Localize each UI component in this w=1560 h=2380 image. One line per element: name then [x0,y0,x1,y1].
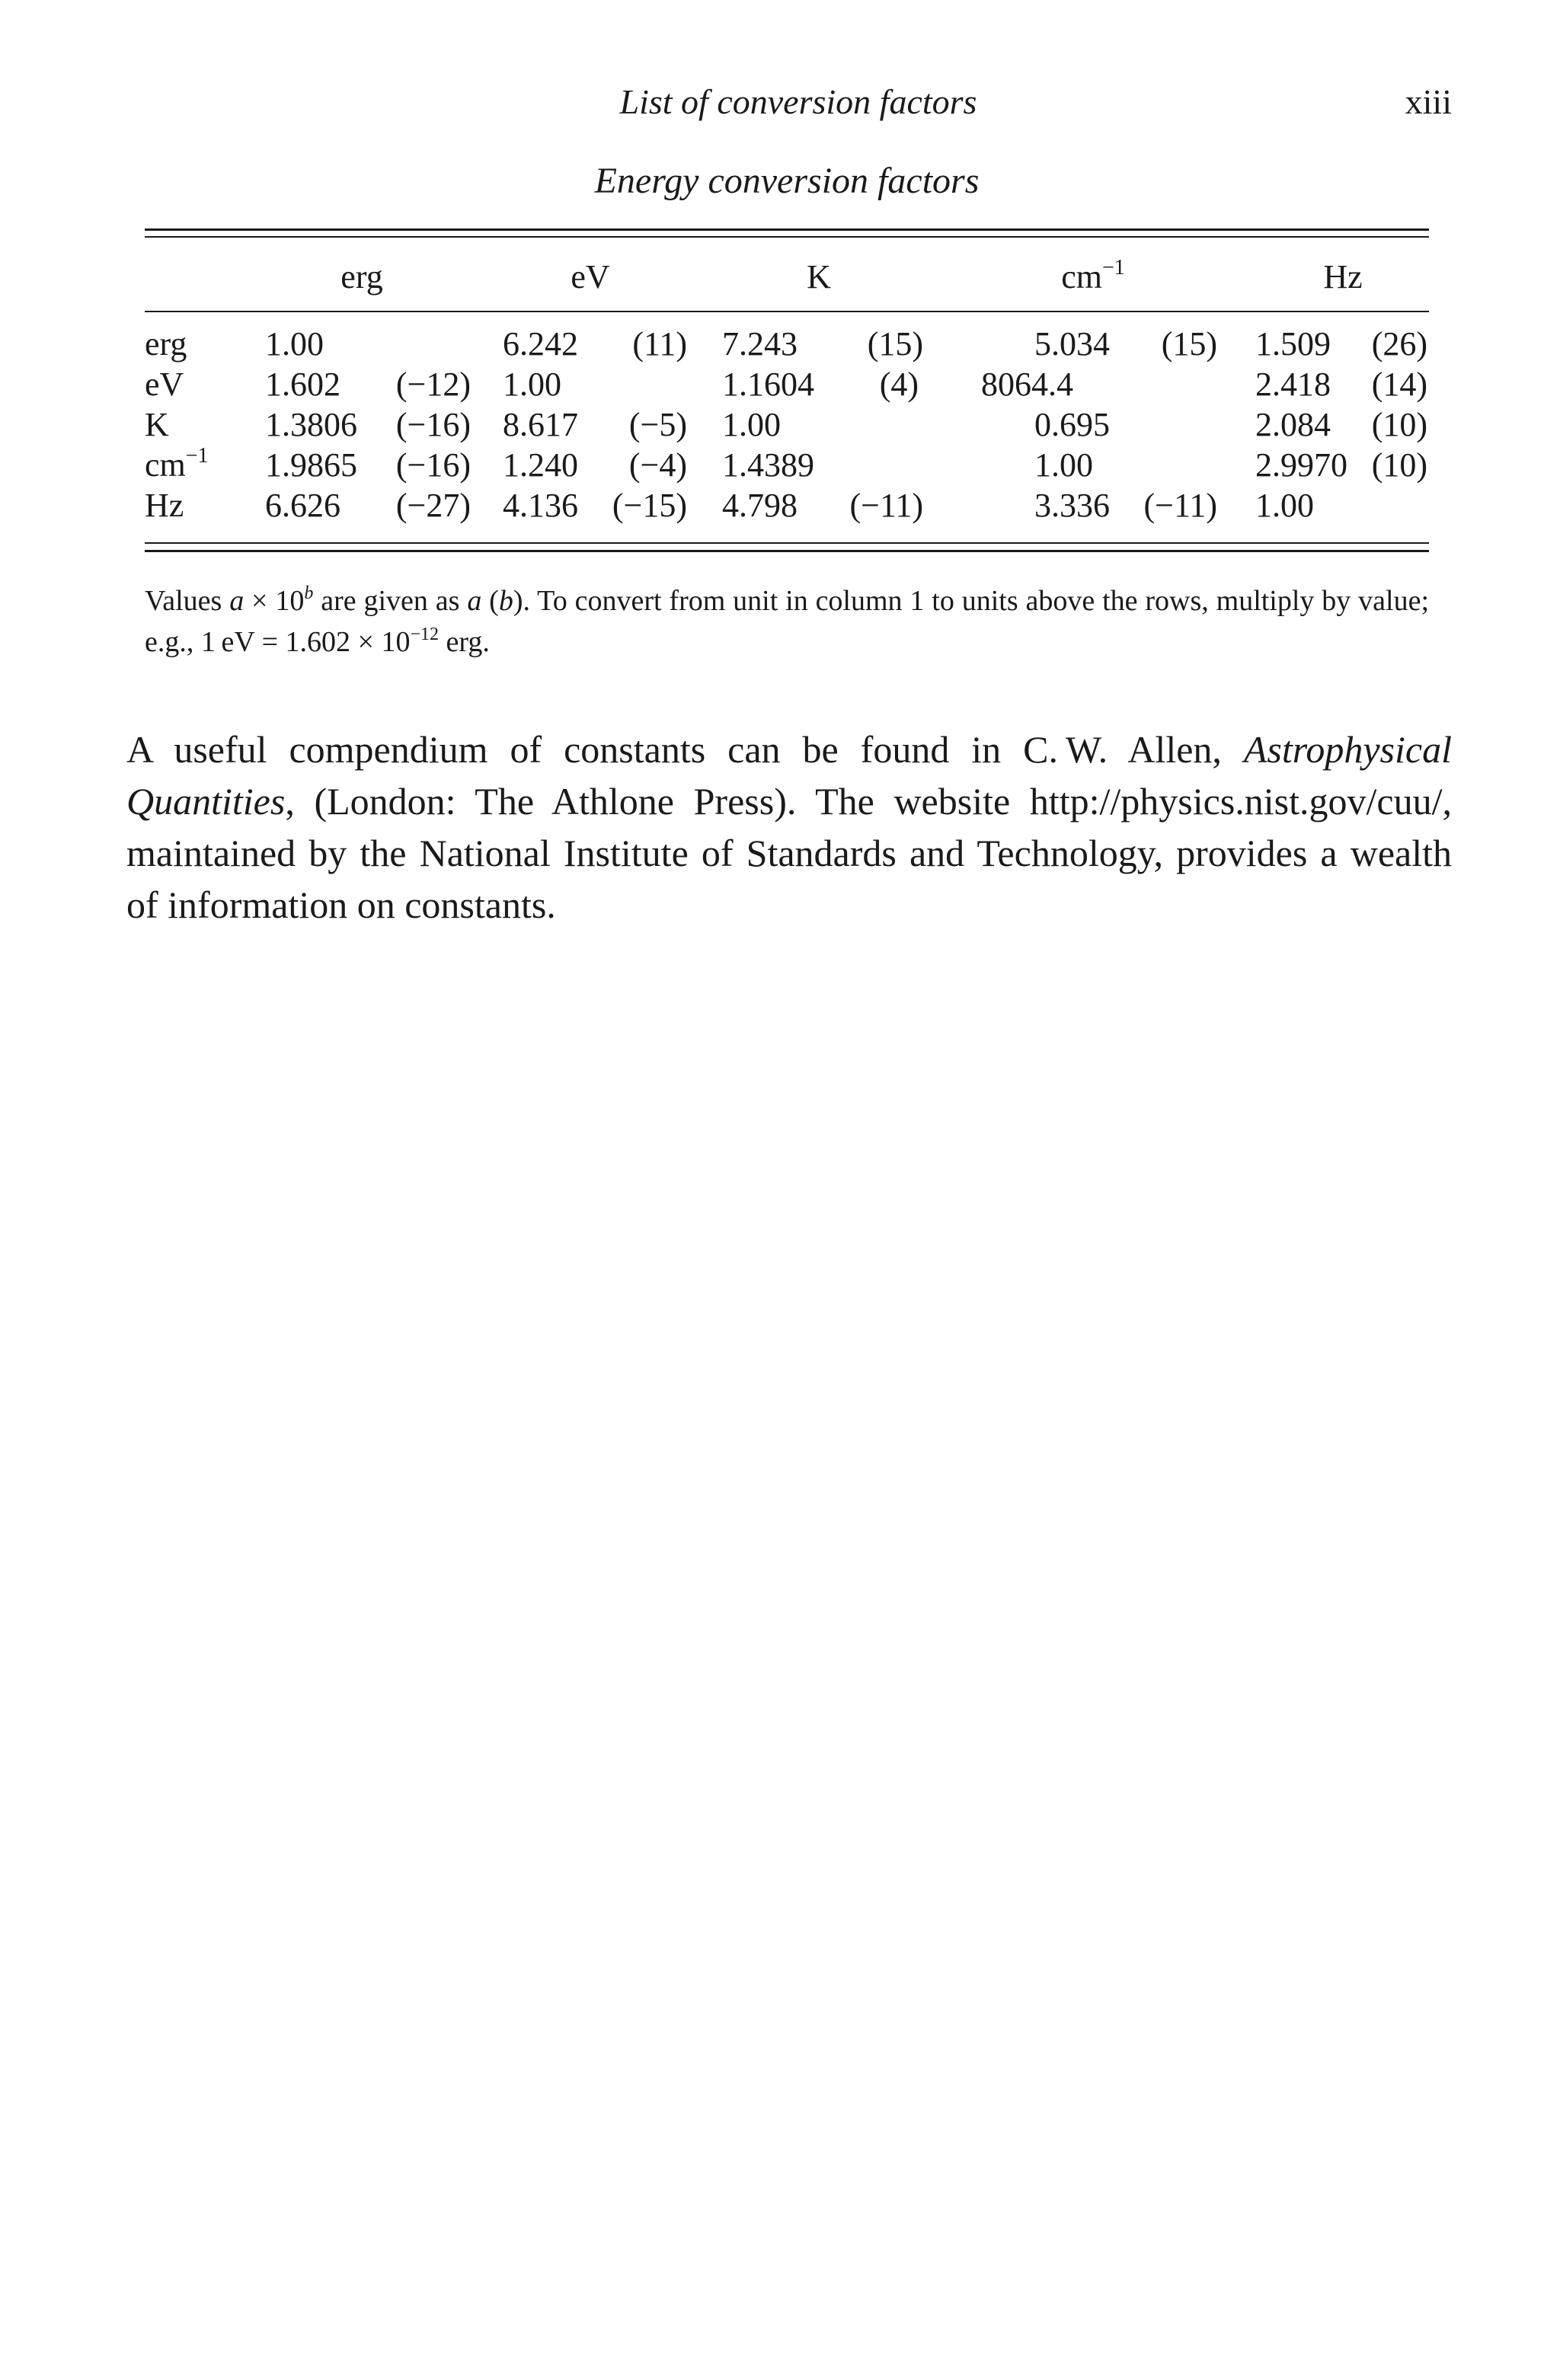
table-cell-mantissa: 1.00 [722,406,781,443]
table-cell-exponent: (−27) [395,487,471,524]
table-top-rule-inner [145,236,1429,238]
row-label-k: K [145,406,169,443]
table-cell-mantissa: 1.240 [503,446,578,484]
table-bottom-rule [145,550,1429,552]
table-cell-mantissa: 5.034 [1034,325,1110,363]
col-header-hz: Hz [1323,258,1363,296]
table-cell-mantissa: 2.084 [1255,406,1331,443]
table-cell-exponent: (−16) [395,406,471,443]
body-paragraph: A useful compendium of constants can be found in C. W. Allen, Astrophysical Quantities, (London: The Athlone Press). The website http://physics.nist.gov/cuu/, maintained by the National Institute of Standards and Technology, provides a wealth of information on constants. [126,728,1452,926]
table-cell-mantissa: 1.4389 [722,446,814,484]
table-cell-mantissa: 1.00 [1255,487,1314,524]
table-cell-exponent: (11) [632,325,687,363]
table-header-rule [145,311,1429,312]
conversion-table [145,228,1429,556]
table-cell-exponent: (−11) [849,487,923,524]
table-cell-mantissa: 1.00 [503,366,561,403]
table-cell-exponent: (−12) [395,366,471,403]
col-header-erg: erg [340,258,383,296]
table-cell-mantissa: 6.626 [265,487,340,524]
table-cell-mantissa: 2.9970 [1255,446,1347,484]
table-cell-mantissa: 6.242 [503,325,578,363]
table-bottom-rule-inner [145,542,1429,544]
row-label-ev: eV [145,366,184,403]
col-header-cm: $cm^{-1}$ [1061,256,1125,296]
table-cell-mantissa: 1.00 [1034,446,1093,484]
row-label-hz: Hz [145,487,184,524]
table-cell-mantissa: 4.136 [503,487,578,524]
table-cell-exponent: (−11) [1143,487,1217,524]
row-label-erg: erg [145,325,187,363]
table-cell-mantissa: 3.336 [1034,487,1110,524]
table-cell-exponent: (4) [879,366,919,403]
row-label-cm-exponent: −1 [185,444,209,468]
table-title: Energy conversion factors [594,161,980,201]
table-cell-mantissa: 1.509 [1255,325,1331,363]
page-number: xiii [1405,82,1452,121]
col-header-ev: eV [571,258,610,296]
table-cell-exponent: (10) [1371,446,1427,484]
table-cell-mantissa: 8.617 [503,406,578,443]
table-cell-exponent: (26) [1371,325,1427,363]
table-cell-mantissa: 1.1604 [722,366,814,403]
col-header-cm-exponent: −1 [1101,256,1125,280]
book-title: Astrophysical Quantities [126,728,1452,823]
table-cell-mantissa: 8064.4 [981,366,1073,403]
table-cell-mantissa: 2.418 [1255,366,1331,403]
table-cell-mantissa: 1.9865 [265,446,357,484]
table-cell-mantissa: 0.695 [1034,406,1110,443]
table-cell-exponent: (15) [1161,325,1217,363]
table-cell-exponent: (−16) [395,446,471,484]
table-cell-exponent: (−5) [628,406,687,443]
table-cell-mantissa: 1.00 [265,325,324,363]
table-cell-mantissa: 1.602 [265,366,340,403]
table-cell-mantissa: 1.3806 [265,406,357,443]
row-label-cm: $cm^{-1}$ [145,444,209,484]
col-header-k: K [807,258,831,296]
table-cell-mantissa: 7.243 [722,325,798,363]
table-cell-exponent: (−4) [628,446,687,484]
table-top-rule [145,228,1429,231]
table-cell-exponent: (14) [1371,366,1427,403]
table-cell-exponent: (15) [867,325,923,363]
running-head [145,79,1452,125]
running-title: List of conversion factors [619,82,977,121]
table-cell-mantissa: 4.798 [722,487,798,524]
table-footnote: Values $a \times 10^b$ are given as a (b). To convert from unit in column 1 to units above the rows, multiply by value; e.g., 1 eV = $1.602 \times 10^{-12}$ erg. [145,583,1430,658]
table-cell-exponent: (−15) [612,487,687,524]
table-cell-exponent: (10) [1371,406,1427,443]
